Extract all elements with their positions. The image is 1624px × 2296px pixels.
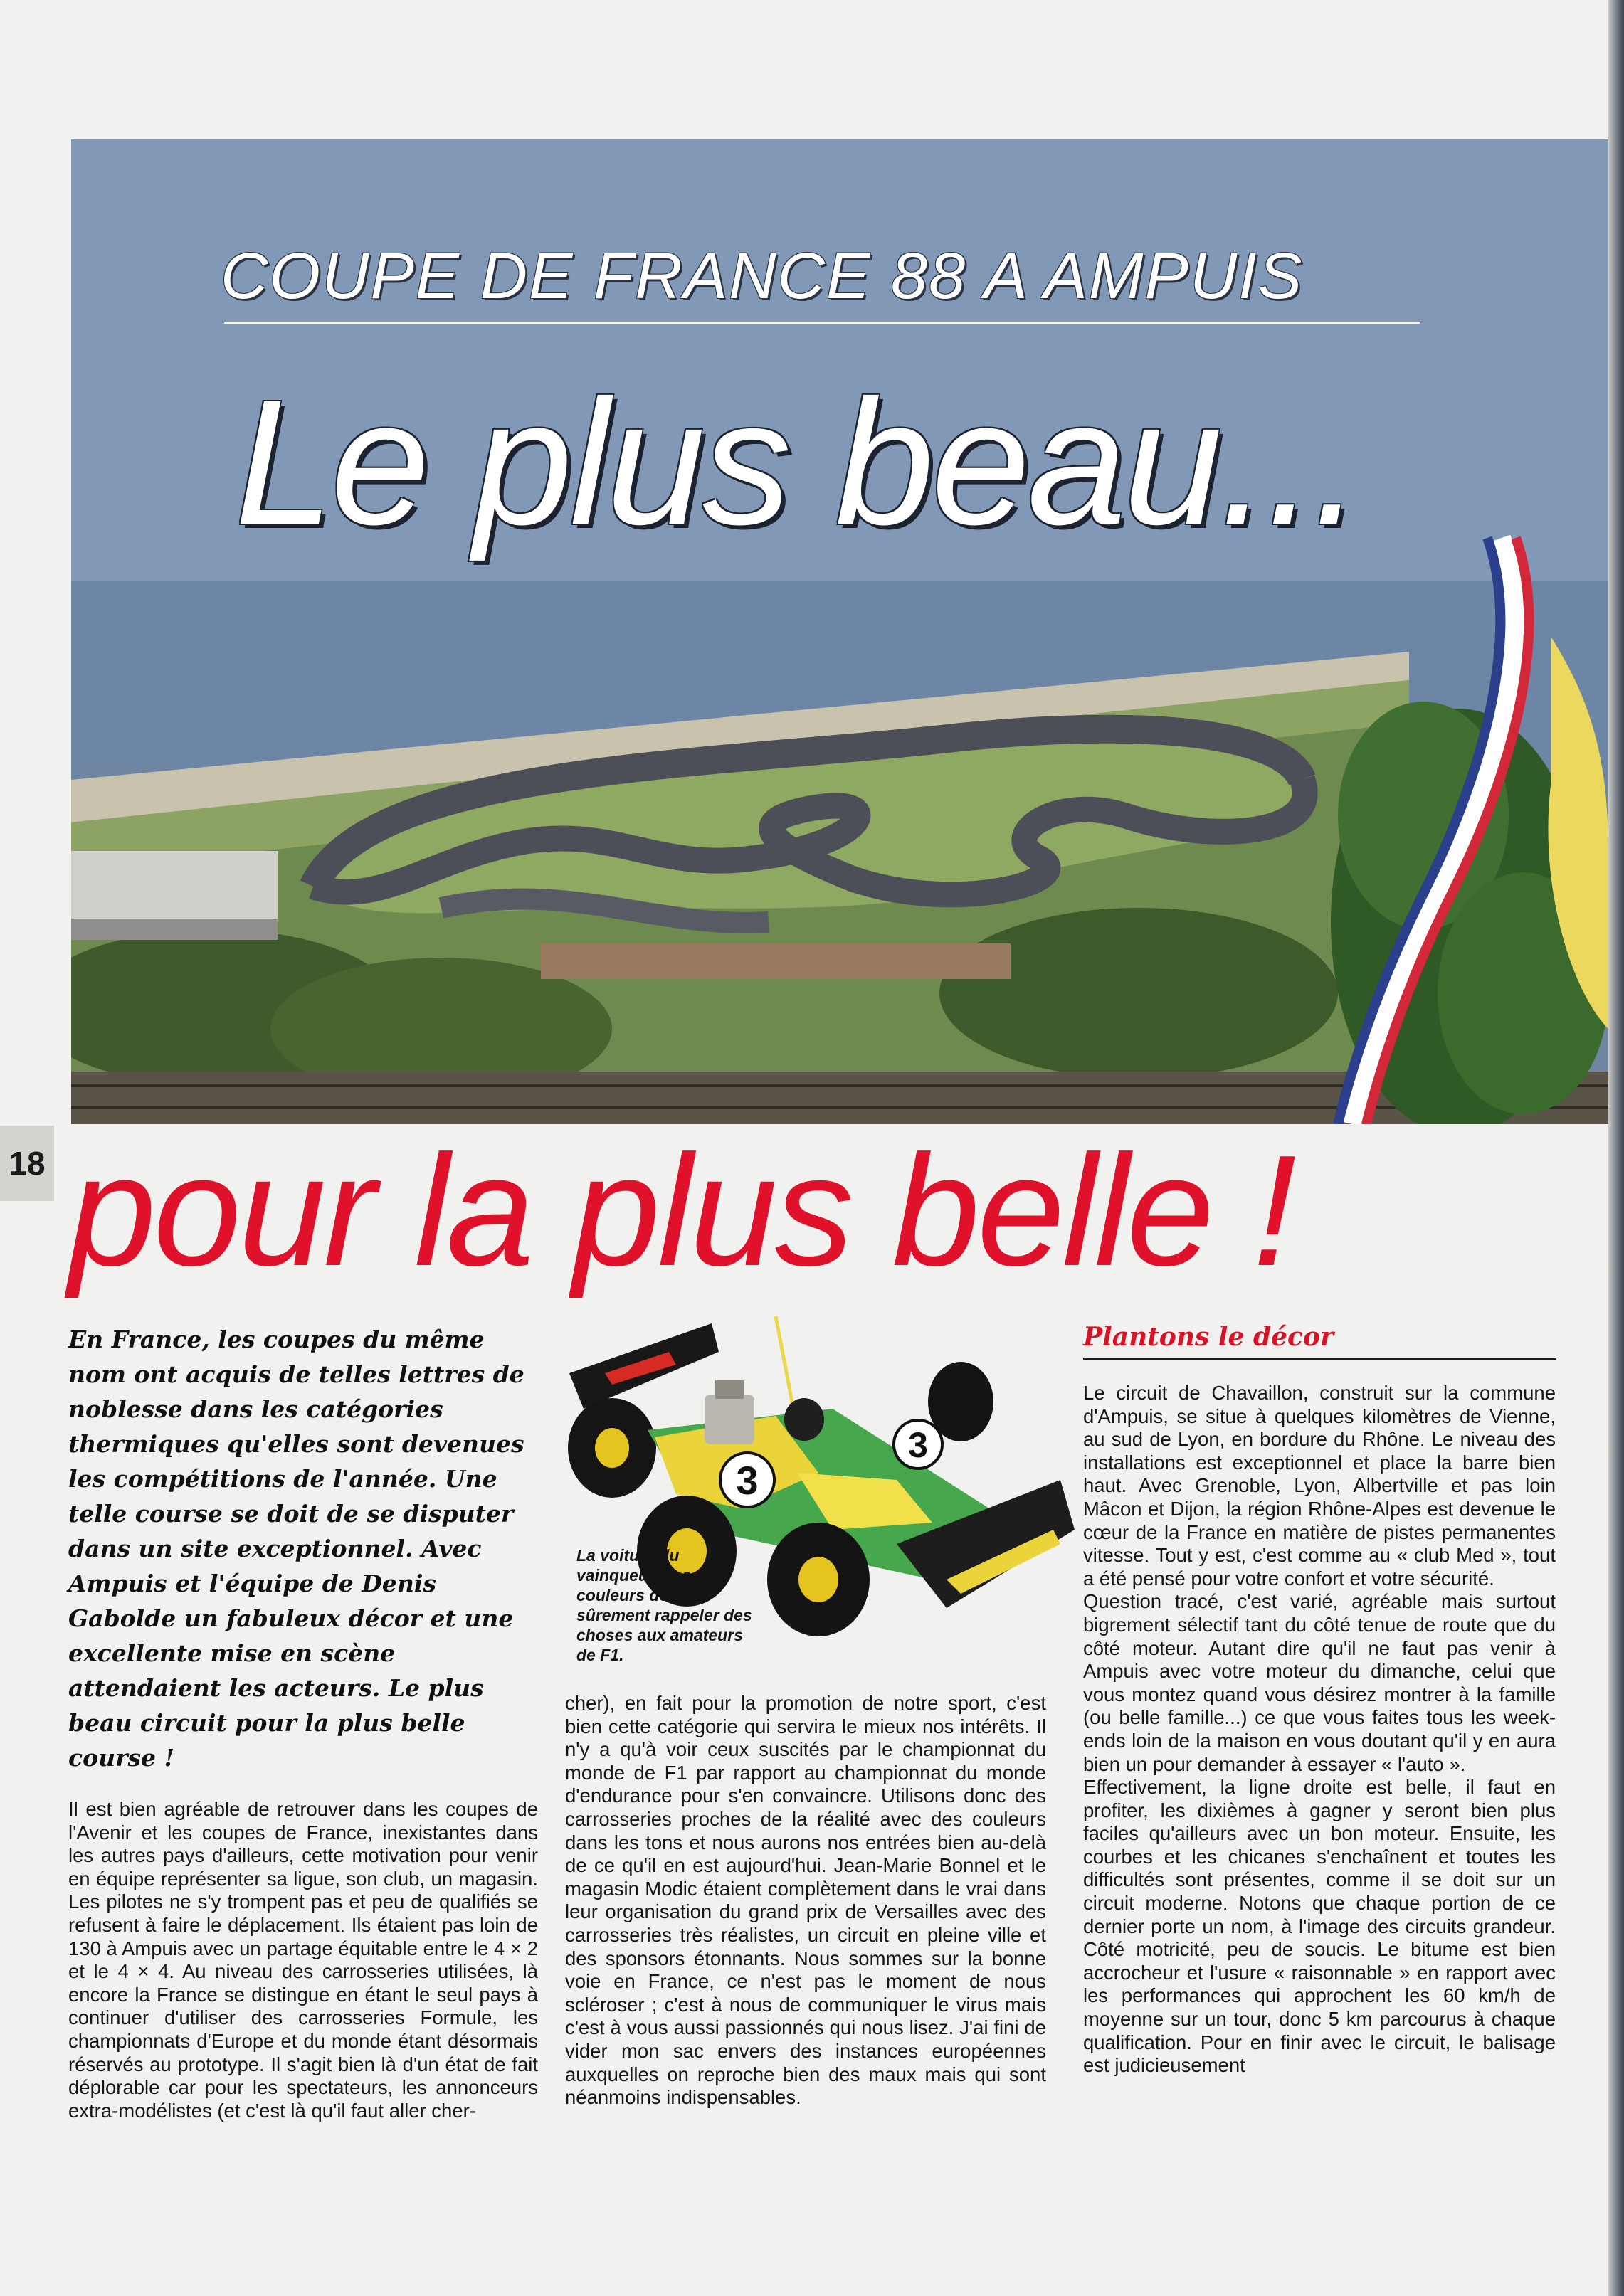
body-column-2 [565,1692,1046,2110]
page-number: 18 [0,1126,54,1201]
photo-caption: La voiture du vainqueur. Les couleurs doivent sûrement rappeler des choses aux amateurs de F1. [576,1546,752,1664]
lead-paragraph: En France, les coupes du même nom ont acquis de telles lettres de noblesse dans les catégories thermiques qu'elles sont devenues les compétitions de l'année. Une telle course se doit de se disputer dans un site exceptionnel. Avec Ampuis et l'équipe de Denis Gabolde un fabuleux décor et une excellente mise en scène attendaient les acteurs. Le plus beau circuit pour la plus belle course ! [68,1326,524,1772]
body-paragraph: cher), en fait pour la promotion de notre sport, c'est bien cette catégorie qui servira le mieux nos intérêts. Il n'y a qu'à voir ceux suscités par le championnat du monde de F1 par rapport au championnat du monde d'endurance pour s'en convaincre. Utilisons donc des carrosseries proches de la réalité avec des couleurs dans les tons et nous aurons nos entrées bien au-delà de ce qu'il en est aujourd'hui. Jean-Marie Bonnel et le magasin Modic étaient complètement dans le vrai dans leur organisation du grand prix de Versailles avec des carrosseries très réalistes, un circuit en pleine ville et des sponsors étonnants. Nous sommes sur la bonne voie en France, ce n'est pas le moment de nous scléroser ; c'est à nous de communiquer le virus mais c'est à vous aussi passionnés qui nous lisez. J'ai fini de vider mon sac envers des instances européennes auxquelles on reproche bien des maux mais qui sont néanmoins indispensables. [565,1692,1046,2109]
body-paragraph: Le circuit de Chavaillon, construit sur la commune d'Ampuis, se situe à quelques kilomètres de Vienne, au sud de Lyon, en bordure du Rhône. Le niveau des installations est exceptionnel et place la barre bien haut. Avec Grenoble, Lyon, Albertville et pas loin Mâcon et Dijon, la région Rhône-Alpes est devenue le cœur de la France en matière de pistes permanentes vitesse. Tout y est, c'est comme au « club Med », tout a été pensé pour votre confort et votre sécurité. [1083,1382,1556,1589]
body-column-1 [68,1798,538,2122]
kicker-rule [224,322,1420,324]
headline-bottom: pour la plus belle ! [68,1123,1294,1299]
car-number-nose: 3 [908,1425,928,1465]
car-number-side: 3 [736,1458,759,1503]
body-column-3 [1083,1382,1556,2078]
page-edge [1608,0,1624,2296]
body-paragraph: Il est bien agréable de retrouver dans les coupes de l'Avenir et les coupes de France, inexistantes dans les autres pays d'ailleurs, cette motivation pour venir en équipe représenter sa ligue, son club, un magasin. Les pilotes ne s'y trompent pas et peu de qualifiés se refusent à faire le déplacement. Ils étaient pas loin de 130 à Ampuis avec un partage équitable entre le 4 × 2 et le 4 × 4. Au niveau des carrosseries utilisées, là encore la France se distingue en étant le seul pays à continuer d'utiliser des carrosseries Formule, les championnats d'Europe et du monde étant désormais réservés au prototype. Il s'agit bien là d'un état de fait déplorable car pour les spectateurs, les annonceurs extra-modélistes (et c'est là qu'il faut aller cher- [68,1798,538,2122]
kicker-title: COUPE DE FRANCE 88 A AMPUIS [221,240,1304,312]
headline-top: Le plus beau... [235,363,1360,561]
body-paragraph: Effectivement, la ligne droite est belle, il faut en profiter, les dixièmes à gagner y seront bien plus faciles qu'ailleurs avec un bon moteur. Ensuite, les courbes et les chicanes s'enchaînent et toutes les difficultés sont présentes, comme il se doit sur un circuit moderne. Notons que chaque portion de ce dernier porte un nom, à l'image des circuits grandeur. Côté motricité, peu de soucis. Le bitume est bien accrocheur et l'usure « raisonnable » en rapport avec les performances qui approchent les 60 km/h de moyenne sur un tour, donc 5 km parcourus à chaque qualification. Pour en finir avec le circuit, le balisage est judicieusement [1083,1776,1556,2077]
section-heading: Plantons le décor [1083,1322,1556,1360]
hero-photo [71,139,1608,1124]
body-paragraph: Question tracé, c'est varié, agréable mais surtout bigrement sélectif tant du côté tenue de route que du côté moteur. Autant dire qu'il ne faut pas venir à Ampuis avec votre moteur du dimanche, celui que vous montez quand vous désirez montrer à la famille (ou belle famille...) ce que vous faites tous les week-ends loin de la maison en vous doutant qu'il y en aura bien un pour demander à essayer « l'auto ». [1083,1590,1556,1775]
